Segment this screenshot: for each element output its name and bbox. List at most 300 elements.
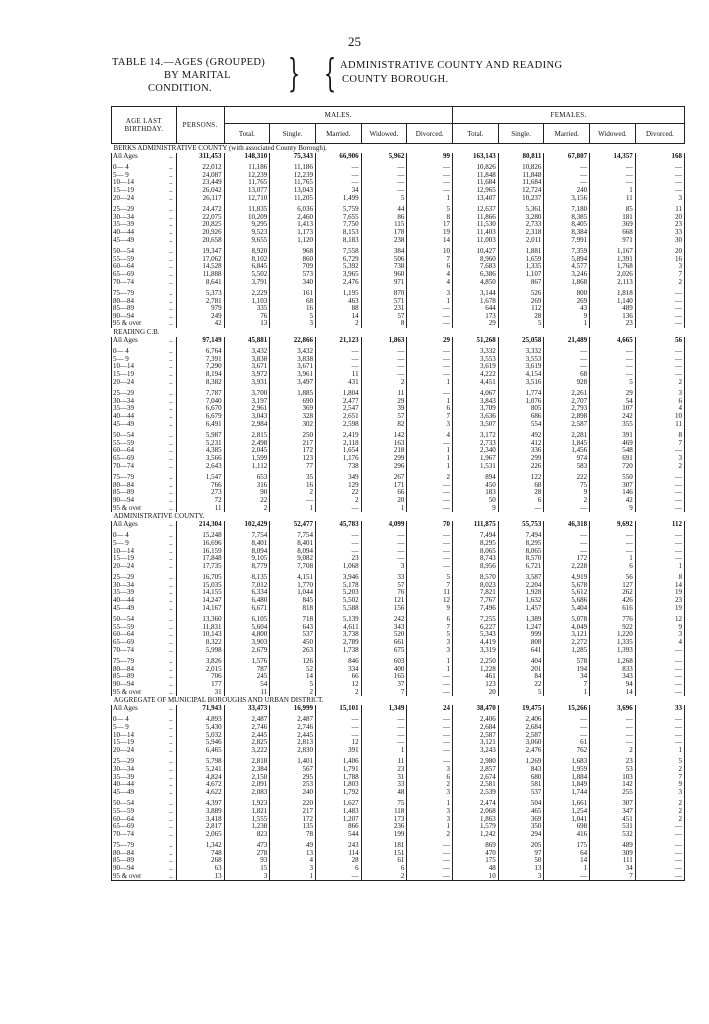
value-cell: 33 <box>635 705 684 713</box>
value-cell: 2,419 <box>315 432 361 440</box>
value-cell: 29 <box>453 320 499 328</box>
value-cell: — <box>590 724 636 732</box>
table-row <box>112 371 685 379</box>
leader-dots: .. <box>169 604 173 612</box>
table-row <box>112 505 685 513</box>
value-cell: 8,382 <box>176 379 224 387</box>
value-cell: 668 <box>590 229 636 237</box>
value-cell: — <box>407 689 453 697</box>
value-cell: 16,696 <box>176 540 224 548</box>
value-cell: 2,898 <box>544 413 590 421</box>
value-cell: — <box>407 489 453 497</box>
value-cell: — <box>407 732 453 740</box>
header-females-married: Married. <box>544 124 590 144</box>
value-cell: — <box>407 548 453 556</box>
table-row <box>112 482 685 490</box>
table-row <box>112 195 685 203</box>
age-cell <box>112 497 177 505</box>
value-cell: 3,931 <box>224 379 270 387</box>
value-cell: 11,848 <box>453 172 499 180</box>
value-cell: 5,203 <box>315 589 361 597</box>
value-cell: 2 <box>270 689 316 697</box>
leader-dots: .. <box>169 454 173 462</box>
value-cell: 450 <box>453 482 499 490</box>
age-label: 80—84 <box>113 849 134 857</box>
value-cell: 355 <box>590 421 636 429</box>
age-label: 45—49 <box>113 420 134 428</box>
value-cell: 1,112 <box>224 463 270 471</box>
value-cell: 240 <box>544 187 590 195</box>
leader-dots: .. <box>169 248 173 256</box>
value-cell: 5,430 <box>176 724 224 732</box>
value-cell: 8,779 <box>224 563 270 571</box>
age-cell <box>112 153 177 161</box>
age-label: 30—34 <box>113 581 134 589</box>
value-cell: 335 <box>224 305 270 313</box>
value-cell: 349 <box>315 474 361 482</box>
age-cell <box>112 298 177 306</box>
value-cell: — <box>544 348 590 356</box>
table-row-all-ages <box>112 337 685 345</box>
table-row <box>112 474 685 482</box>
leader-dots: .. <box>169 221 173 229</box>
age-label: 40—44 <box>113 413 134 420</box>
value-cell: 11 <box>590 195 636 203</box>
table-title-line1: TABLE 14.—AGES (GROUPED) <box>112 57 266 68</box>
value-cell: 3,156 <box>544 195 590 203</box>
table-row <box>112 605 685 613</box>
leader-dots: .. <box>169 413 173 420</box>
value-cell: 7 <box>407 624 453 632</box>
age-label: 35—39 <box>113 589 134 597</box>
value-cell: 11,530 <box>453 221 499 229</box>
header-age: AGE LAST BIRTHDAY. <box>112 107 177 144</box>
value-cell: 4 <box>635 639 684 647</box>
value-cell: 24,472 <box>176 206 224 214</box>
value-cell: 311,453 <box>176 153 224 161</box>
value-cell: 8,135 <box>224 574 270 582</box>
value-cell: 2 <box>635 766 684 774</box>
value-cell: — <box>315 172 361 180</box>
value-cell: 103 <box>590 774 636 782</box>
value-cell: — <box>590 716 636 724</box>
table-row <box>112 187 685 195</box>
value-cell: 7 <box>635 271 684 279</box>
leader-dots: .. <box>169 320 173 328</box>
value-cell: 7,494 <box>498 532 544 540</box>
value-cell: — <box>361 371 407 379</box>
value-cell: 4,919 <box>544 574 590 582</box>
value-cell: 2 <box>315 497 361 505</box>
value-cell: 1,103 <box>224 298 270 306</box>
value-cell: — <box>407 164 453 172</box>
age-cell <box>112 647 177 655</box>
value-cell: — <box>635 689 684 697</box>
value-cell: 2,474 <box>453 800 499 808</box>
value-cell: 1,659 <box>498 256 544 264</box>
value-cell: 2,065 <box>176 831 224 839</box>
age-cell <box>112 164 177 172</box>
age-cell <box>112 639 177 647</box>
value-cell: 661 <box>361 639 407 647</box>
page-number: 25 <box>348 34 361 49</box>
value-cell: 3,619 <box>498 363 544 371</box>
age-cell <box>112 689 177 697</box>
value-cell: 5,392 <box>315 263 361 271</box>
leader-dots: .. <box>169 278 173 286</box>
table-row <box>112 816 685 824</box>
value-cell: 4,824 <box>176 774 224 782</box>
value-cell: 7,754 <box>270 532 316 540</box>
age-cell <box>112 716 177 724</box>
age-label: 55—59 <box>113 623 134 631</box>
value-cell: 67,807 <box>544 153 590 161</box>
value-cell: 7 <box>407 256 453 264</box>
value-cell: — <box>635 831 684 839</box>
value-cell: 4,611 <box>315 624 361 632</box>
age-label: 85—89 <box>113 673 134 681</box>
value-cell: 5,678 <box>544 582 590 590</box>
value-cell: 4,672 <box>176 781 224 789</box>
value-cell: 23 <box>590 758 636 766</box>
age-label: 90—94 <box>113 496 134 504</box>
value-cell: 1,863 <box>453 816 499 824</box>
value-cell: — <box>590 540 636 548</box>
value-cell: 269 <box>544 298 590 306</box>
value-cell: — <box>635 497 684 505</box>
value-cell: 43 <box>544 305 590 313</box>
value-cell: 19,347 <box>176 248 224 256</box>
value-cell: 2,781 <box>176 298 224 306</box>
table-row <box>112 305 685 313</box>
leader-dots: .. <box>169 562 173 570</box>
value-cell: 3,332 <box>498 348 544 356</box>
value-cell: 45,881 <box>224 337 270 345</box>
value-cell: 57 <box>361 313 407 321</box>
value-cell: 1,738 <box>315 647 361 655</box>
age-label: 15—19 <box>113 739 134 747</box>
value-cell: 9,295 <box>224 221 270 229</box>
value-cell: 2,406 <box>453 716 499 724</box>
leader-dots: .. <box>169 447 173 455</box>
value-cell: 1 <box>407 195 453 203</box>
value-cell: 554 <box>498 421 544 429</box>
age-label: 90—94 <box>113 681 134 688</box>
value-cell: 34 <box>590 865 636 873</box>
value-cell: 686 <box>498 413 544 421</box>
value-cell: — <box>361 348 407 356</box>
value-cell: 1,247 <box>498 624 544 632</box>
value-cell: — <box>407 390 453 398</box>
value-cell: 57 <box>361 582 407 590</box>
value-cell: 26,042 <box>176 187 224 195</box>
age-cell <box>112 681 177 689</box>
age-cell <box>112 582 177 590</box>
value-cell: 50 <box>498 857 544 865</box>
age-cell <box>112 221 177 229</box>
header-males-single: Single. <box>270 124 316 144</box>
value-cell: — <box>407 440 453 448</box>
value-cell: 2,789 <box>315 639 361 647</box>
age-cell <box>112 447 177 455</box>
area-title-line2: COUNTY BOROUGH. <box>342 74 449 85</box>
value-cell: 548 <box>590 447 636 455</box>
value-cell: 11 <box>635 206 684 214</box>
leader-dots: .. <box>169 574 173 582</box>
value-cell: 2,406 <box>498 716 544 724</box>
leader-dots: .. <box>169 704 173 712</box>
value-cell: — <box>635 505 684 513</box>
value-cell: 1,555 <box>224 816 270 824</box>
value-cell: 2,746 <box>224 724 270 732</box>
age-cell <box>112 823 177 831</box>
value-cell: 136 <box>590 313 636 321</box>
value-cell: 66 <box>361 489 407 497</box>
value-cell: 14 <box>635 582 684 590</box>
value-cell: 2 <box>544 497 590 505</box>
value-cell: 20 <box>635 248 684 256</box>
value-cell: 1,335 <box>590 639 636 647</box>
value-cell: 175 <box>453 857 499 865</box>
age-cell <box>112 505 177 513</box>
value-cell: 146 <box>590 489 636 497</box>
value-cell: 24,087 <box>176 172 224 180</box>
table-row <box>112 256 685 264</box>
value-cell: 1,335 <box>498 263 544 271</box>
value-cell: 1,547 <box>176 474 224 482</box>
value-cell: 5,588 <box>315 605 361 613</box>
leader-dots: .. <box>169 420 173 428</box>
value-cell: 22,075 <box>176 214 224 222</box>
value-cell: 8,194 <box>176 371 224 379</box>
leader-dots: .. <box>169 371 173 379</box>
value-cell: 16,999 <box>270 705 316 713</box>
value-cell: 2 <box>407 474 453 482</box>
table-row <box>112 689 685 697</box>
value-cell: 7,012 <box>224 582 270 590</box>
value-cell: 11 <box>315 371 361 379</box>
value-cell: 7,683 <box>453 263 499 271</box>
value-cell: 12,724 <box>498 187 544 195</box>
leader-dots: .. <box>169 547 173 555</box>
value-cell: 295 <box>270 774 316 782</box>
table-row <box>112 279 685 287</box>
value-cell: 5 <box>270 681 316 689</box>
age-label: 0— 4 <box>113 164 129 172</box>
value-cell: 698 <box>544 823 590 831</box>
leader-dots: .. <box>169 781 173 789</box>
value-cell: 643 <box>270 624 316 632</box>
leader-dots: .. <box>169 348 173 356</box>
value-cell: — <box>361 732 407 740</box>
age-cell <box>112 631 177 639</box>
value-cell: — <box>361 716 407 724</box>
value-cell: 8,641 <box>176 279 224 287</box>
value-cell: 14,155 <box>176 589 224 597</box>
value-cell: 870 <box>361 290 407 298</box>
table-row <box>112 716 685 724</box>
leader-dots: .. <box>169 186 173 194</box>
value-cell: 13,407 <box>453 195 499 203</box>
age-label: 60—64 <box>113 815 134 823</box>
value-cell: 3,566 <box>176 455 224 463</box>
value-cell: 748 <box>176 850 224 858</box>
value-cell: 3,516 <box>498 379 544 387</box>
value-cell: — <box>361 540 407 548</box>
age-label: 50—54 <box>113 800 134 808</box>
value-cell: 88 <box>315 305 361 313</box>
value-cell: 85 <box>590 206 636 214</box>
value-cell: 201 <box>498 666 544 674</box>
value-cell: 2 <box>224 505 270 513</box>
value-cell: 3 <box>635 390 684 398</box>
value-cell: — <box>544 532 590 540</box>
section-header-row <box>112 144 685 153</box>
value-cell: 168 <box>635 153 684 161</box>
table-row <box>112 548 685 556</box>
value-cell: 54 <box>590 398 636 406</box>
age-cell <box>112 305 177 313</box>
value-cell: 400 <box>361 666 407 674</box>
value-cell: — <box>544 732 590 740</box>
value-cell: 17,848 <box>176 555 224 563</box>
value-cell: 2,261 <box>544 390 590 398</box>
age-cell <box>112 421 177 429</box>
age-cell <box>112 563 177 571</box>
value-cell: 1,041 <box>544 816 590 824</box>
value-cell: 112 <box>498 305 544 313</box>
value-cell: 231 <box>361 305 407 313</box>
value-cell: — <box>635 548 684 556</box>
value-cell: 8,153 <box>315 229 361 237</box>
age-label: All Ages <box>113 152 138 160</box>
value-cell: — <box>635 666 684 674</box>
value-cell: 2,984 <box>224 421 270 429</box>
value-cell: 122 <box>498 474 544 482</box>
value-cell: 2,045 <box>224 447 270 455</box>
value-cell: 99 <box>407 153 453 161</box>
header-males: MALES. <box>224 107 452 124</box>
value-cell: — <box>590 363 636 371</box>
age-cell <box>112 256 177 264</box>
value-cell: 172 <box>270 816 316 824</box>
age-cell <box>112 248 177 256</box>
age-cell <box>112 850 177 858</box>
age-label: 20—24 <box>113 378 134 386</box>
value-cell: — <box>635 363 684 371</box>
leader-dots: .. <box>169 823 173 831</box>
table-row <box>112 206 685 214</box>
value-cell: — <box>635 313 684 321</box>
value-cell: — <box>315 540 361 548</box>
age-label: 60—64 <box>113 447 134 455</box>
value-cell: 5,078 <box>544 616 590 624</box>
value-cell: 181 <box>590 214 636 222</box>
leader-dots: .. <box>169 865 173 873</box>
value-cell: 9 <box>544 313 590 321</box>
value-cell: 173 <box>361 816 407 824</box>
value-cell: 2,857 <box>453 766 499 774</box>
value-cell: 1,044 <box>270 589 316 597</box>
value-cell: — <box>635 681 684 689</box>
table-row <box>112 624 685 632</box>
table-row-all-ages <box>112 153 685 161</box>
value-cell: — <box>635 865 684 873</box>
value-cell: 3 <box>635 455 684 463</box>
age-cell <box>112 337 177 345</box>
leader-dots: .. <box>169 746 173 754</box>
value-cell: 2,815 <box>224 432 270 440</box>
value-cell: 3,144 <box>453 290 499 298</box>
value-cell: 3,418 <box>176 816 224 824</box>
value-cell: 8,065 <box>498 548 544 556</box>
value-cell: 3 <box>407 816 453 824</box>
value-cell: 1,195 <box>315 290 361 298</box>
value-cell: — <box>407 497 453 505</box>
value-cell: 68 <box>270 298 316 306</box>
age-label: All Ages <box>113 704 138 712</box>
value-cell: 9,692 <box>590 521 636 529</box>
age-cell <box>112 187 177 195</box>
value-cell: 129 <box>315 482 361 490</box>
age-cell <box>112 172 177 180</box>
value-cell: 369 <box>590 221 636 229</box>
age-label: 30—34 <box>113 213 134 221</box>
age-label: 40—44 <box>113 228 134 236</box>
value-cell: 1,599 <box>224 455 270 463</box>
age-cell <box>112 747 177 755</box>
leader-dots: .. <box>169 731 173 739</box>
value-cell: 1,804 <box>315 390 361 398</box>
value-cell: 860 <box>270 256 316 264</box>
value-cell: 1,821 <box>224 808 270 816</box>
value-cell: 14 <box>315 313 361 321</box>
header-females: FEMALES. <box>453 107 685 124</box>
age-cell <box>112 363 177 371</box>
value-cell: 7,558 <box>315 248 361 256</box>
value-cell: 4,099 <box>361 521 407 529</box>
value-cell: 391 <box>590 432 636 440</box>
age-label: 95 & over <box>113 320 142 328</box>
value-cell: 8,385 <box>544 214 590 222</box>
value-cell: 1,959 <box>544 766 590 774</box>
value-cell: — <box>635 474 684 482</box>
leader-dots: .. <box>169 842 173 850</box>
value-cell: 11,684 <box>498 179 544 187</box>
value-cell: 1,457 <box>498 605 544 613</box>
value-cell: 2,150 <box>224 774 270 782</box>
value-cell: — <box>635 647 684 655</box>
value-cell: 3,553 <box>453 356 499 364</box>
value-cell: 1,401 <box>270 758 316 766</box>
age-cell <box>112 279 177 287</box>
value-cell: 14 <box>407 237 453 245</box>
value-cell: 66,906 <box>315 153 361 161</box>
value-cell: 1,788 <box>315 774 361 782</box>
value-cell: 245 <box>224 673 270 681</box>
value-cell: 531 <box>590 823 636 831</box>
value-cell: 3,826 <box>176 658 224 666</box>
value-cell: 68 <box>544 371 590 379</box>
value-cell: 13 <box>224 320 270 328</box>
age-label: 70—74 <box>113 646 134 654</box>
value-cell: 55,753 <box>498 521 544 529</box>
age-label: 60—64 <box>113 631 134 639</box>
value-cell: 273 <box>176 489 224 497</box>
value-cell: 8,102 <box>224 256 270 264</box>
value-cell: 11,403 <box>453 229 499 237</box>
leader-dots: .. <box>169 758 173 766</box>
